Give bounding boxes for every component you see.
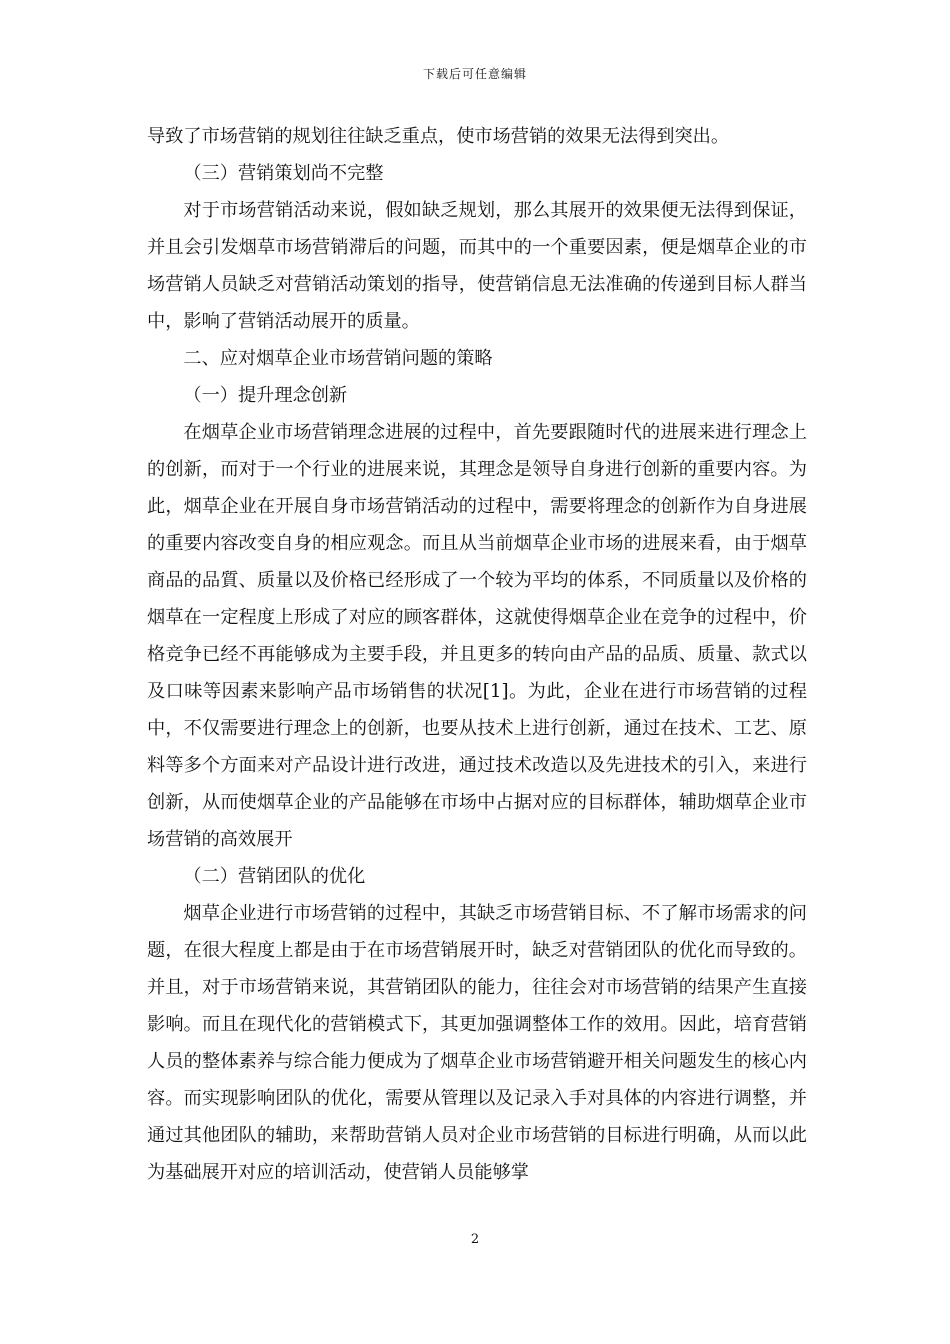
section-heading-2: （二）营销团队的优化 <box>183 866 366 887</box>
paragraph: 对于市场营销活动来说，假如缺乏规划，那么其展开的效果便无法得到保证，并且会引发烟草市场营销滞后的问题，而其中的一个重要因素，便是烟草企业的市场营销人员缺乏对营销活动策划的指导，使营销信息无法准确的传递到目标人群当中，影响了营销活动展开的质量。 <box>147 200 807 332</box>
section-heading-3: （三）营销策划尚不完整 <box>183 163 384 184</box>
page-header: 下载后可任意编辑 <box>422 67 527 81</box>
document-body <box>147 118 807 1191</box>
paragraph: 烟草企业进行市场营销的过程中，其缺乏市场营销目标、不了解市场需求的问题，在很大程度上都是由于在市场营销展开时，缺乏对营销团队的优化而导致的。并且，对于市场营销来说，其营销团队的能力，往往会对市场营销的结果产生直接影响。而且在现代化的营销模式下，其更加强调整体工作的效用。因此，培育营销人员的整体素养与综合能力便成为了烟草企业市场营销避开相关问题发生的核心内容。而实现影响团队的优化，需要从管理以及记录入手对具体的内容进行调整，并通过其他团队的辅助，来帮助营销人员对企业市场营销的目标进行明确，从而以此为基础展开对应的培训活动，使营销人员能够掌 <box>147 903 807 1183</box>
paragraph: 在烟草企业市场营销理念进展的过程中，首先要跟随时代的进展来进行理念上的创新，而对于一个行业的进展来说，其理念是领导自身进行创新的重要内容。为此，烟草企业在开展自身市场营销活动的过程中，需要将理念的创新作为自身进展的重要内容改变自身的相应观念。而且从当前烟草企业市场的进展来看，由于烟草商品的品質、质量以及价格已经形成了一个较为平均的体系，不同质量以及价格的烟草在一定程度上形成了对应的顾客群体，这就使得烟草企业在竞争的过程中，价格竞争已经不再能够成为主要手段，并且更多的转向由产品的品质、质量、款式以及口味等因素来影响产品市场销售的状况[1]。为此，企业在进行市场营销的过程中，不仅需要进行理念上的创新，也要从技术上进行创新，通过在技术、工艺、原料等多个方面来对产品设计进行改进，通过技术改造以及先进技术的引入，来进行创新，从而使烟草企业的产品能够在市场中占据对应的目标群体，辅助烟草企业市场营销的高效展开 <box>147 422 807 850</box>
paragraph-continuation: 导致了市场营销的规划往往缺乏重点，使市场营销的效果无法得到突出。 <box>147 126 730 147</box>
section-heading-1: （一）提升理念创新 <box>183 385 348 406</box>
page-number: 2 <box>470 1232 480 1247</box>
section-heading-main: 二、应对烟草企业市场营销问题的策略 <box>183 348 493 369</box>
